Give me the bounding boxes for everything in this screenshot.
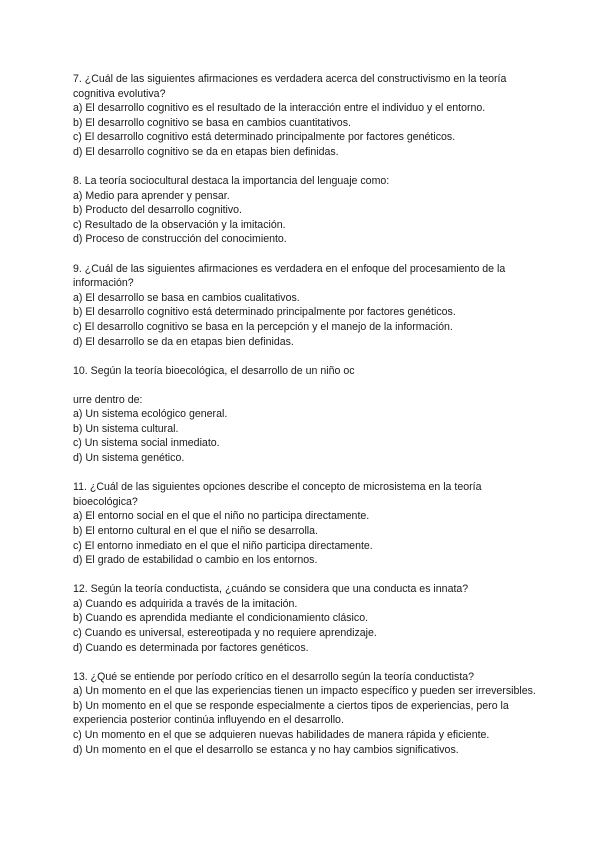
option-a: a) El entorno social en el que el niño no participa directamente.	[73, 510, 370, 523]
option-d: d) Un sistema genético.	[73, 452, 185, 465]
question-11	[73, 480, 543, 568]
question-stem: 11. ¿Cuál de las siguientes opciones describe el concepto de microsistema en la teoría bioecológica?	[73, 481, 482, 508]
question-7	[73, 72, 543, 160]
option-c: c) Resultado de la observación y la imitación.	[73, 218, 286, 231]
option-b: b) Un momento en el que se responde especialmente a ciertos tipos de experiencias, pero la experiencia posterior continúa influyendo en el desarrollo.	[73, 699, 509, 727]
option-d: d) Un momento en el que el desarrollo se estanca y no hay cambios significativos.	[73, 743, 459, 756]
question-stem: 10. Según la teoría bioecológica, el desarrollo de un niño oc	[73, 364, 355, 377]
option-d: d) El grado de estabilidad o cambio en los entornos.	[73, 554, 318, 567]
option-c: c) Un momento en el que se adquieren nuevas habilidades de manera rápida y eficiente.	[73, 729, 490, 742]
question-9	[73, 262, 543, 350]
option-b: b) El desarrollo cognitivo se basa en cambios cuantitativos.	[73, 116, 351, 129]
option-c: c) El desarrollo cognitivo se basa en la percepción y el manejo de la información.	[73, 320, 453, 333]
option-c: c) El entorno inmediato en el que el niño participa directamente.	[73, 539, 373, 552]
question-stem: 9. ¿Cuál de las siguientes afirmaciones es verdadera en el enfoque del procesamiento de la información?	[73, 262, 506, 290]
option-b: b) El desarrollo cognitivo está determinado principalmente por factores genéticos.	[73, 306, 456, 319]
question-10	[73, 364, 543, 466]
question-stem: 8. La teoría sociocultural destaca la importancia del lenguaje como:	[73, 175, 390, 188]
option-a: a) Medio para aprender y pensar.	[73, 189, 230, 202]
question-12	[73, 582, 543, 655]
option-c: c) Cuando es universal, estereotipada y no requiere aprendizaje.	[73, 627, 377, 639]
option-a: a) El desarrollo se basa en cambios cualitativos.	[73, 291, 300, 304]
option-a: a) Cuando es adquirida a través de la imitación.	[73, 597, 298, 610]
option-b: b) Un sistema cultural.	[73, 422, 179, 435]
option-a: a) Un momento en el que las experiencias tienen un impacto específico y pueden ser irreversibles.	[73, 685, 536, 698]
question-stem: 7. ¿Cuál de las siguientes afirmaciones es verdadera acerca del constructivismo en la teoría cognitiva evolutiva?	[73, 73, 507, 100]
option-d: d) El desarrollo se da en etapas bien definidas.	[73, 335, 294, 348]
option-b: b) Cuando es aprendida mediante el condicionamiento clásico.	[73, 612, 369, 625]
question-stem-continued: urre dentro de:	[73, 393, 143, 406]
question-stem: 12. Según la teoría conductista, ¿cuándo se considera que una conducta es innata?	[73, 583, 469, 596]
option-b: b) Producto del desarrollo cognitivo.	[73, 204, 243, 217]
document-page	[73, 72, 543, 772]
question-stem: 13. ¿Qué se entiende por período crítico en el desarrollo según la teoría conductista?	[73, 670, 475, 683]
option-c: c) El desarrollo cognitivo está determinado principalmente por factores genéticos.	[73, 131, 456, 144]
option-d: d) Cuando es determinada por factores genéticos.	[73, 641, 309, 654]
option-a: a) Un sistema ecológico general.	[73, 408, 228, 421]
option-d: d) Proceso de construcción del conocimiento.	[73, 233, 287, 246]
option-c: c) Un sistema social inmediato.	[73, 437, 220, 450]
option-a: a) El desarrollo cognitivo es el resultado de la interacción entre el individuo y el entorno.	[73, 102, 486, 115]
option-d: d) El desarrollo cognitivo se da en etapas bien definidas.	[73, 145, 339, 158]
option-b: b) El entorno cultural en el que el niño se desarrolla.	[73, 524, 318, 537]
question-13	[73, 670, 543, 758]
question-8	[73, 174, 543, 247]
